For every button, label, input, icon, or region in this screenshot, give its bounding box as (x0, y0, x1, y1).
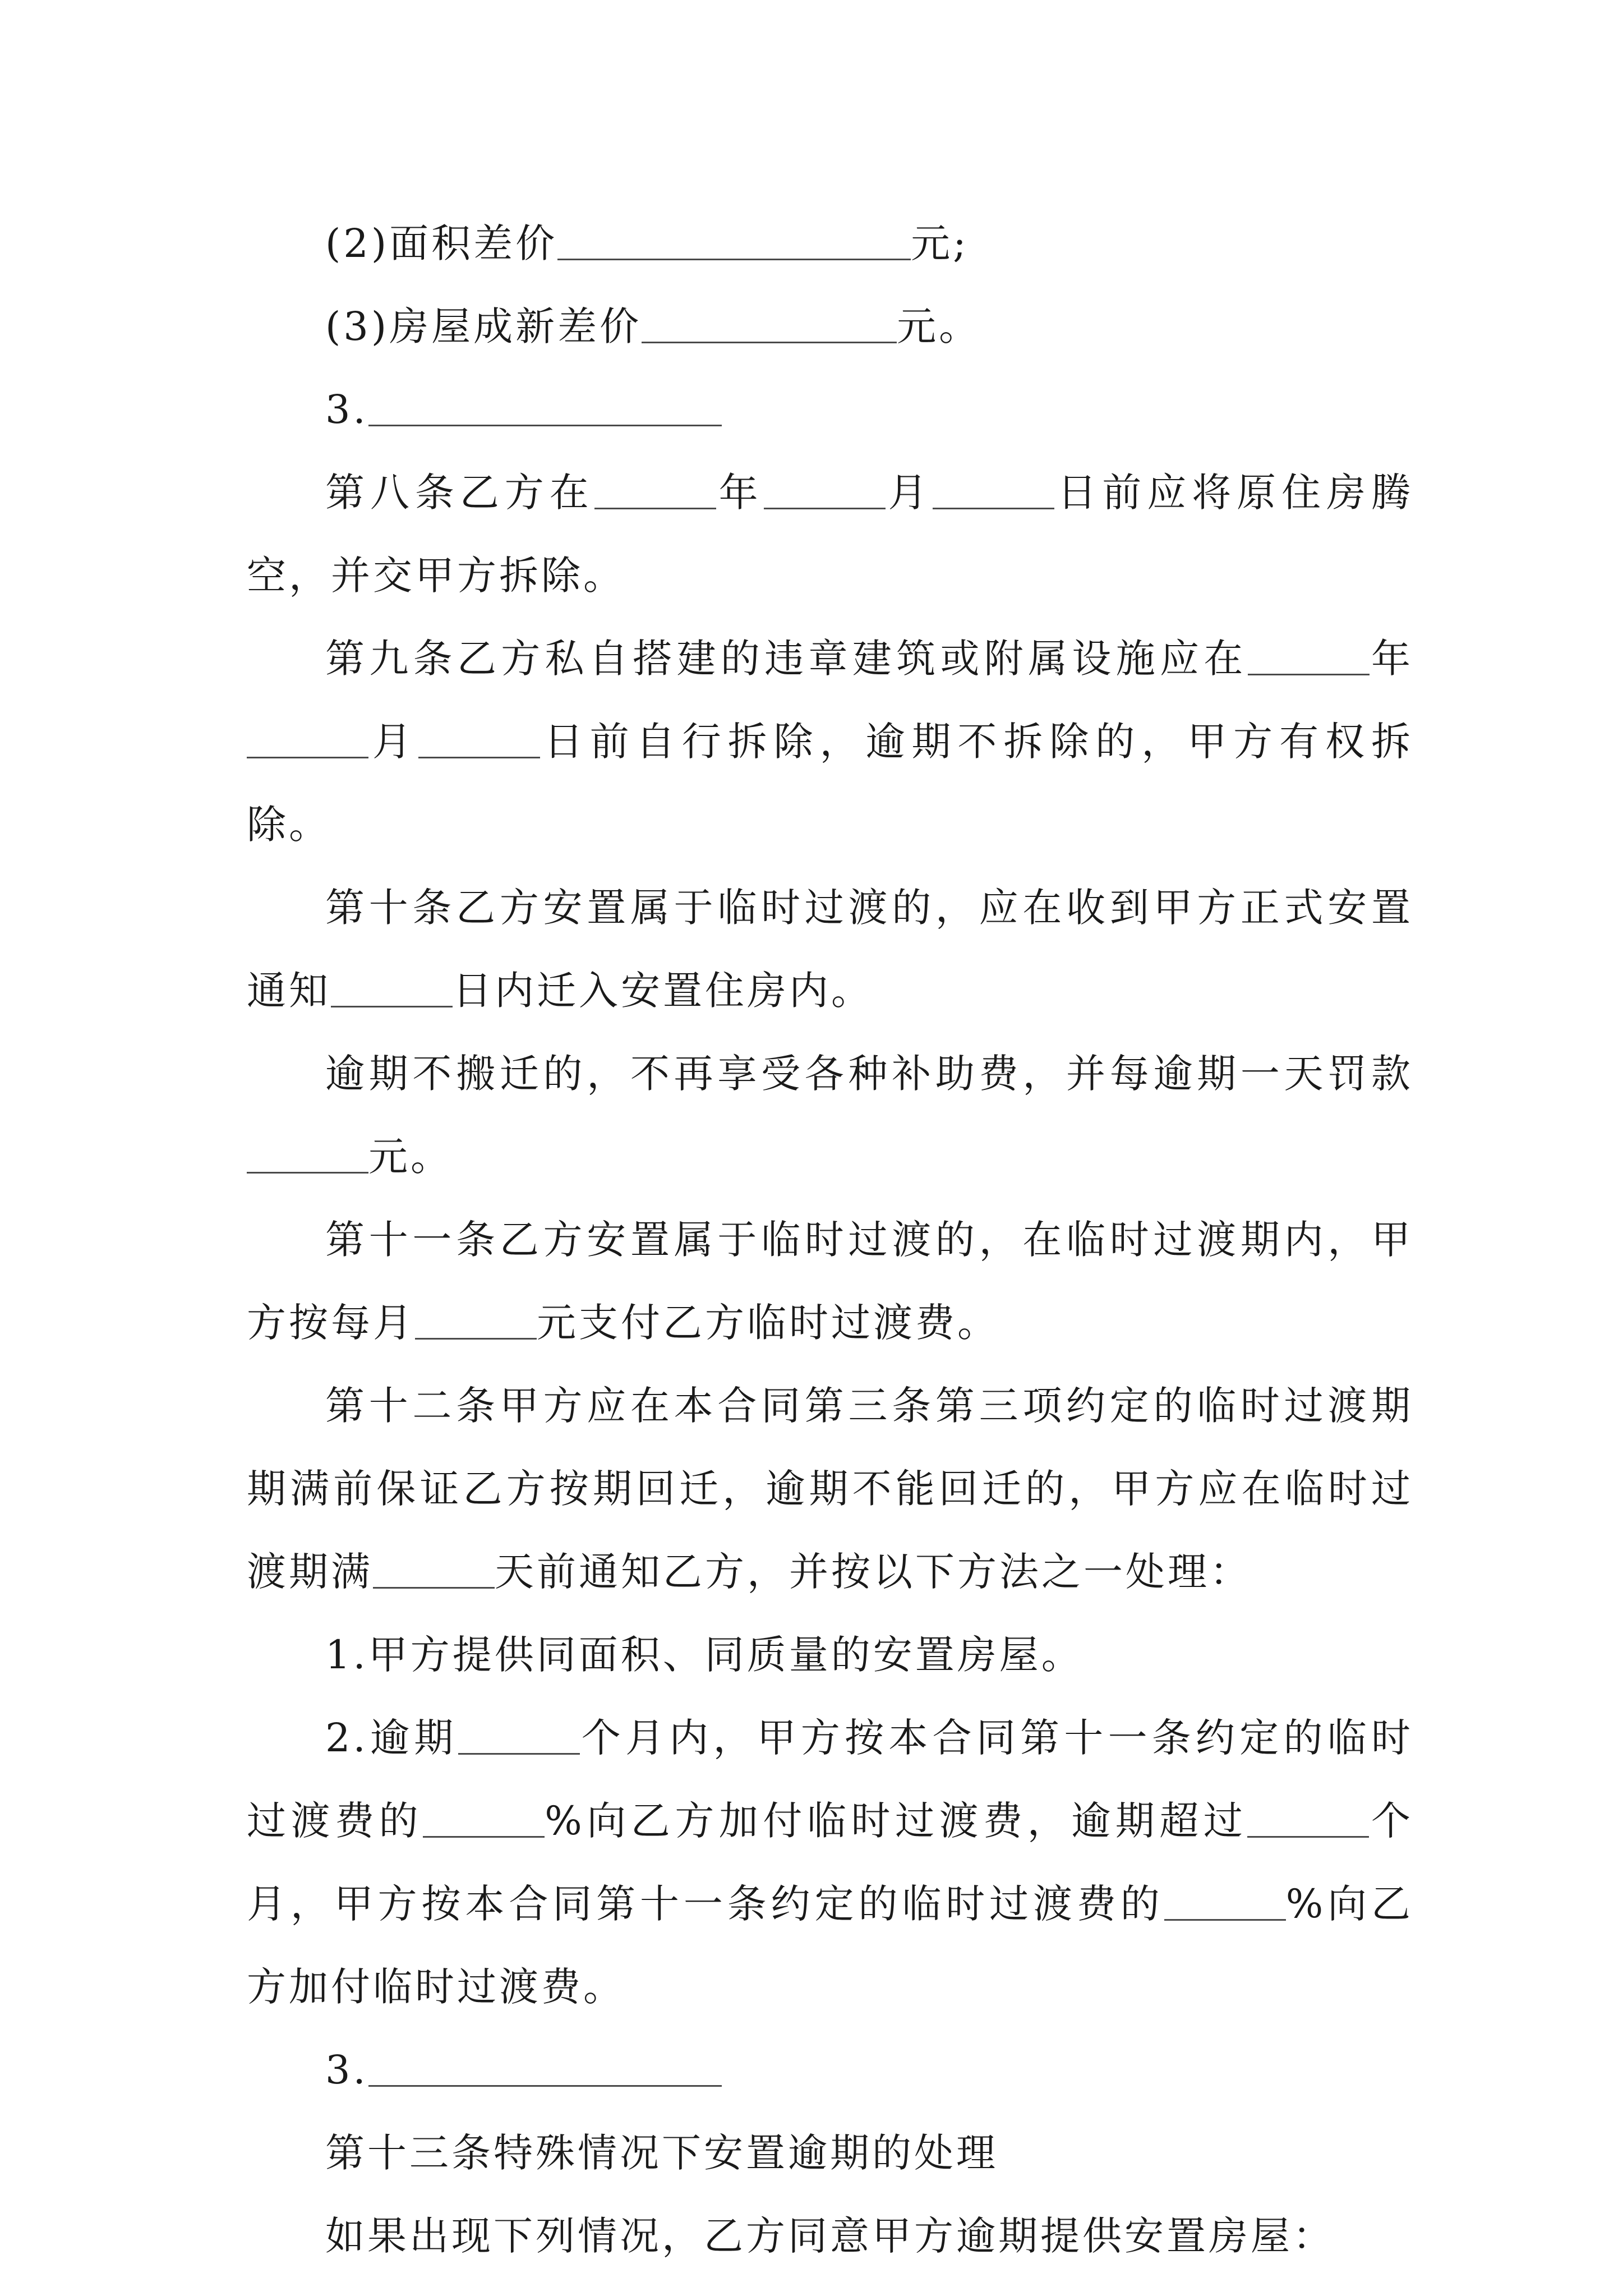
option-3 (247, 2028, 1413, 2111)
text-run: 日内迁入安置住房内。 (453, 968, 873, 1014)
text-run: 2.逾期 (325, 1715, 458, 1761)
text-run: 月 (885, 470, 933, 516)
text-run: 元。 (368, 1134, 453, 1180)
text-run: %向乙方加付临时过渡费。 (247, 1881, 1413, 2010)
fill-blank[interactable] (594, 470, 716, 509)
option-1 (247, 1613, 1413, 1696)
article-13-text (247, 2194, 1413, 2277)
article-12 (247, 1364, 1413, 1613)
text-run: 个月，甲方按本合同第十一条约定的临时过渡费的 (247, 1798, 1413, 1927)
text-run: 1.甲方提供同面积、同质量的安置房屋。 (325, 1632, 1083, 1678)
fill-blank[interactable] (331, 968, 453, 1007)
article-10 (247, 866, 1413, 1032)
text-run: 第八条乙方在 (325, 470, 594, 516)
item-number: 3. (325, 2047, 368, 2093)
article-13-heading (247, 2111, 1413, 2194)
text-run: 天前通知乙方，并按以下方法之一处理： (495, 1549, 1252, 1595)
fill-blank[interactable] (368, 387, 722, 426)
fill-blank[interactable] (458, 1715, 580, 1755)
text-run: 日前自行拆除，逾期不拆除的，甲方有权拆除。 (247, 719, 1414, 848)
line-suffix: 元; (911, 220, 969, 266)
line-suffix: 元。 (897, 303, 981, 349)
fill-blank[interactable] (1247, 1798, 1369, 1838)
fill-blank[interactable] (933, 470, 1054, 509)
text-run: 元支付乙方临时过渡费。 (537, 1300, 999, 1346)
text-run: 逾期不搬迁的，不再享受各种补助费，并每逾期一天罚款 (325, 1051, 1413, 1097)
fill-blank[interactable] (373, 1549, 495, 1589)
fill-blank[interactable] (247, 719, 368, 758)
text-run: 个月内，甲方按本合同第十一条约定的临时过渡费的 (247, 1715, 1413, 1844)
option-2 (247, 1696, 1413, 2028)
text-run: 月 (368, 719, 418, 765)
article-11 (247, 1198, 1413, 1364)
fill-blank[interactable] (368, 2047, 722, 2087)
line-label: (3)房屋成新差价 (325, 303, 642, 349)
text-run: 第九条乙方私自搭建的违章建筑或附属设施应在 (325, 636, 1248, 682)
area-price-difference-line (247, 202, 1413, 285)
fill-blank[interactable] (423, 1798, 545, 1838)
text-run: 第十一条乙方安置属于临时过渡的，在临时过渡期内，甲方按每月 (247, 1217, 1413, 1346)
depreciation-price-line (247, 285, 1413, 368)
contract-body (247, 202, 1413, 2277)
text-run: 年 (716, 470, 764, 516)
text-run: 第十三条特殊情况下安置逾期的处理 (325, 2130, 998, 2176)
fill-blank[interactable] (764, 470, 886, 509)
fill-blank[interactable] (418, 719, 540, 758)
text-run: 日前应将原住房腾空，并交甲方拆除。 (247, 470, 1414, 599)
late-move-penalty (247, 1032, 1413, 1198)
article-8 (247, 451, 1413, 617)
item-3-line (247, 368, 1413, 451)
fill-blank[interactable] (642, 304, 897, 343)
text-run: 如果出现下列情况，乙方同意甲方逾期提供安置房屋： (325, 2213, 1335, 2259)
fill-blank[interactable] (247, 1134, 368, 1174)
text-run: 年 (1369, 636, 1414, 682)
fill-blank[interactable] (1164, 1881, 1286, 1921)
article-9 (247, 617, 1413, 866)
line-label: (2)面积差价 (325, 220, 558, 266)
text-run: 第十二条甲方应在本合同第三条第三项约定的临时过渡期期满前保证乙方按期回迁，逾期不能回迁的，甲方应在临时过渡期满 (247, 1383, 1413, 1595)
text-run: %向乙方加付临时过渡费，逾期超过 (545, 1798, 1248, 1844)
text-run: 第十条乙方安置属于临时过渡的，应在收到甲方正式安置通知 (247, 885, 1413, 1014)
fill-blank[interactable] (557, 221, 911, 260)
fill-blank[interactable] (1248, 636, 1370, 675)
fill-blank[interactable] (415, 1300, 537, 1340)
item-number: 3. (325, 386, 368, 432)
